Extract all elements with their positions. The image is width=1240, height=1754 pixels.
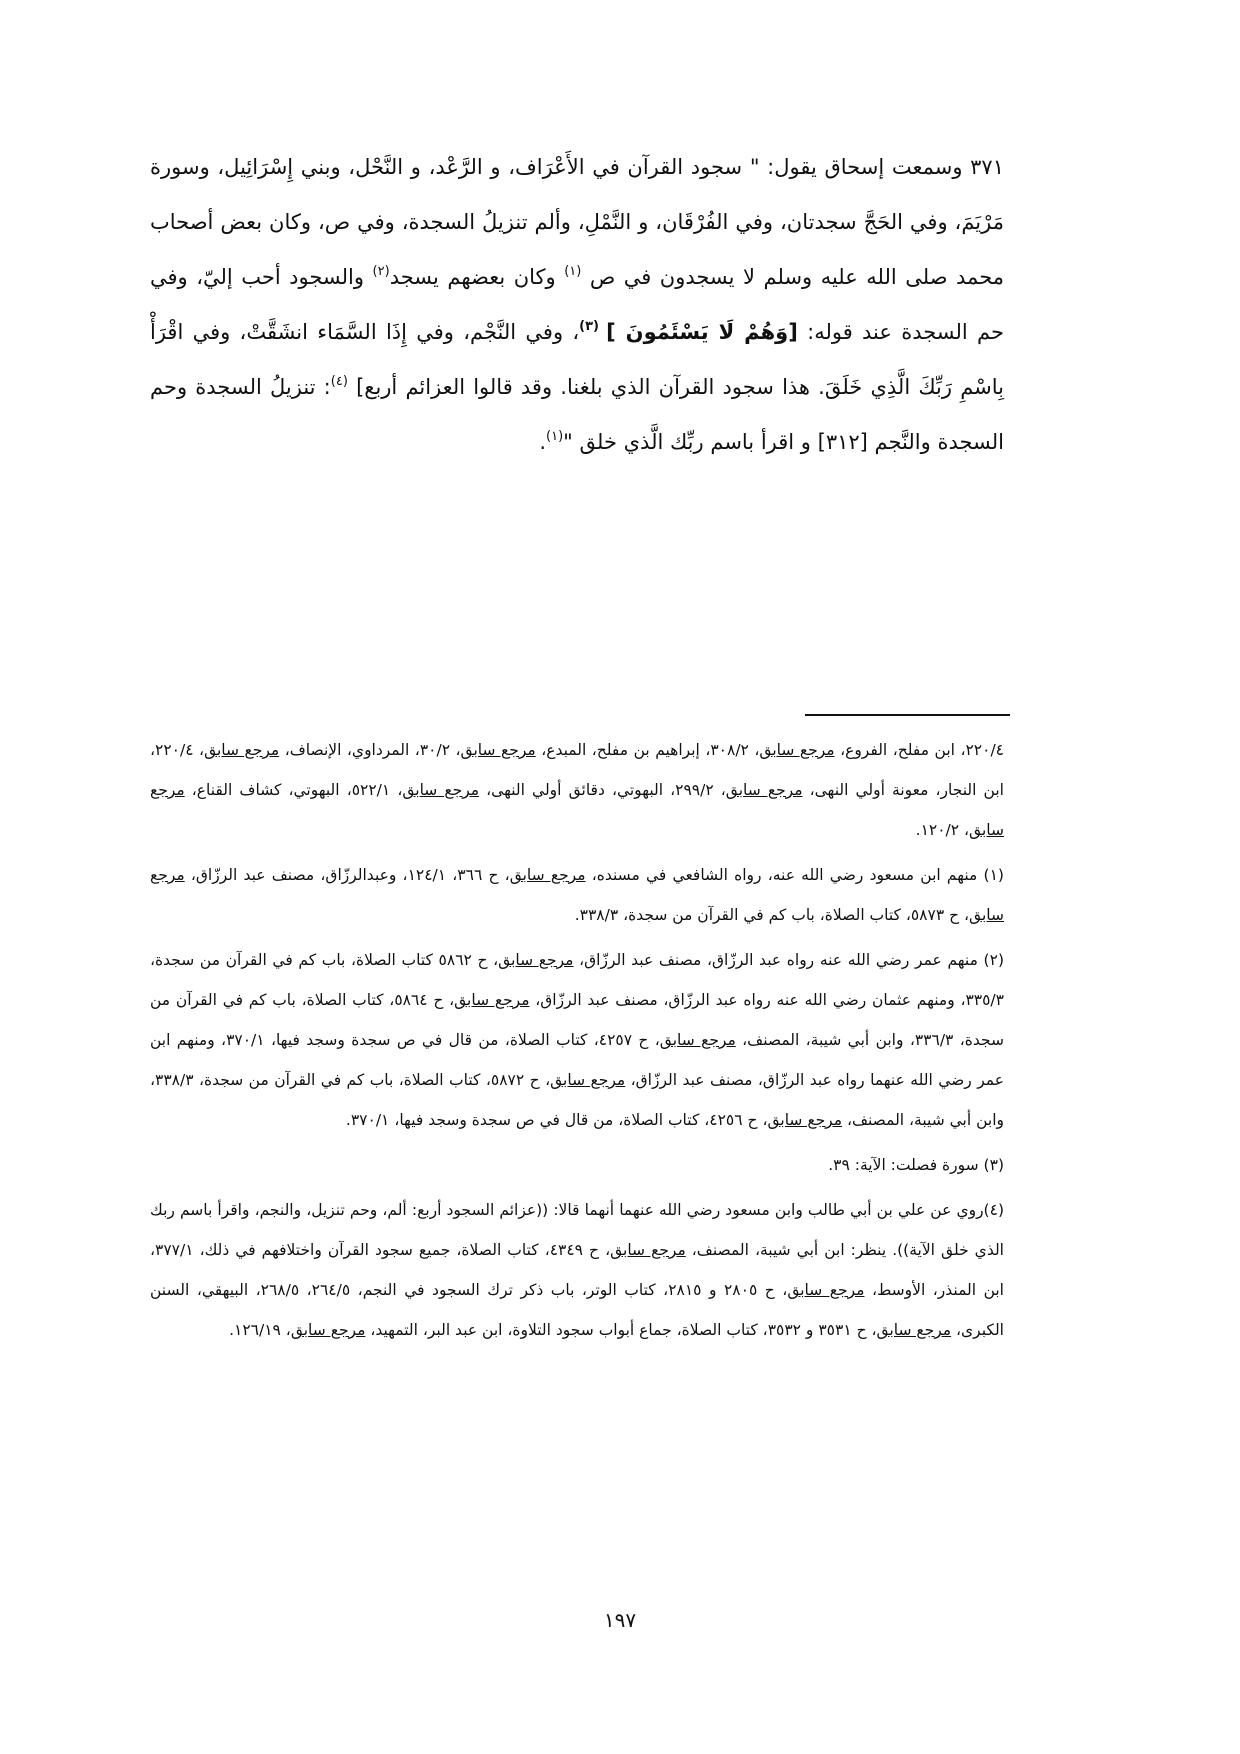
- footnote-marker[interactable]: (٢): [372, 264, 390, 279]
- reference-link[interactable]: مرجع سابق: [290, 1321, 366, 1339]
- footnote-continuation: ٢٢٠/٤، ابن مفلح، الفروع، مرجع سابق، ٣٠٨/٢، إبراهيم بن مفلح، المبدع، مرجع سابق، ٣٠/٢، المرداوي، الإنصاف، مرجع سابق، ٢٢٠/٤، ابن النجار، معونة أولي النهى، مرجع سابق، ٢٩٩/٢، البهوتي، دقائق أولي النهى، مرجع سابق، ٥٢٢/١، البهوتي، كشاف القناع، مرجع سابق، ١٢٠/٢.: [150, 741, 1004, 839]
- footnote-4: (٤)روي عن علي بن أبي طالب وابن مسعود رضي الله عنهما أنهما قالا: ((عزائم السجود أربع: ألم، وحم تنزيل، والنجم، واقرأ باسم ربك الذي خلق الآية)). ينظر: ابن أبي شيبة، المصنف، مرجع سابق، ح ٤٣٤٩، كتاب الصلاة، جميع سجود القرآن واختلافهم في ذلك، ٣٧٧/١، ابن المنذر، الأوسط، مرجع سابق، ح ٢٨٠٥ و ٢٨١٥، كتاب الوتر، باب ذكر ترك السجود في النجم، ٢٦٤/٥، ٢٦٨/٥، البيهقي، السنن الكبرى، مرجع سابق، ح ٣٥٣١ و ٣٥٣٢، كتاب الصلاة، جماع أبواب سجود التلاوة، ابن عبد البر، التمهيد، مرجع سابق، ١٢٦/١٩.: [150, 1201, 1004, 1339]
- footnote-3: (٣) سورة فصلت: الآية: ٣٩.: [828, 1156, 1004, 1174]
- footnote-marker[interactable]: (١): [564, 264, 582, 279]
- footnote-marker[interactable]: (٤): [330, 374, 348, 389]
- text-segment: والسجود أحب إليّ، وفي حم السجدة عند قوله:: [150, 265, 1005, 344]
- reference-link[interactable]: مرجع سابق: [150, 866, 1004, 924]
- text-segment: : تنزيلُ السجدة وحم السجدة والنَّجم [٣١٢] و اقرأ باسم ربِّك الَّذي خلق ": [150, 375, 1004, 454]
- reference-link[interactable]: مرجع سابق: [876, 1321, 952, 1339]
- reference-link[interactable]: مرجع سابق: [402, 781, 480, 799]
- footnote-marker[interactable]: (٣): [579, 319, 607, 334]
- reference-link[interactable]: مرجع سابق: [509, 866, 586, 884]
- text-segment: .: [539, 430, 547, 454]
- reference-link[interactable]: مرجع سابق: [498, 951, 574, 969]
- reference-link[interactable]: مرجع سابق: [759, 741, 835, 759]
- reference-link[interactable]: مرجع سابق: [767, 1111, 843, 1129]
- text-segment: ، وفي النَّجْم، وفي إِذَا السَّمَاء انشَقَّتْ، وفي اقْرَأْ بِاسْمِ رَبِّكَ الَّذِي خَلَقَ. هذا سجود القرآن الذي بلغنا. وقد قالوا العزائم أربع]: [150, 320, 1005, 399]
- reference-link[interactable]: مرجع سابق: [150, 781, 1004, 839]
- main-paragraph: [150, 140, 1004, 470]
- reference-link[interactable]: مرجع سابق: [454, 991, 530, 1009]
- reference-link[interactable]: مرجع سابق: [610, 1241, 686, 1259]
- page-number: ١٩٧: [603, 1608, 637, 1632]
- reference-link[interactable]: مرجع سابق: [204, 741, 280, 759]
- reference-link[interactable]: مرجع سابق: [550, 1071, 626, 1089]
- quran-verse: [وَهُمْ لَا يَسْئَمُونَ ]: [606, 320, 798, 344]
- main-text: [150, 140, 1004, 470]
- footnote-1: (١) منهم ابن مسعود رضي الله عنه، رواه الشافعي في مسنده، مرجع سابق، ح ٣٦٦، ١٢٤/١، وعبدالرزّاق، مصنف عبد الرزّاق، مرجع سابق، ح ٥٨٧٣، كتاب الصلاة، باب كم في القرآن من سجدة، ٣٣٨/٣.: [150, 866, 1004, 924]
- reference-link[interactable]: مرجع سابق: [725, 781, 803, 799]
- footnotes: [150, 730, 1004, 1350]
- reference-link[interactable]: مرجع سابق: [460, 741, 536, 759]
- footnote-separator: [805, 714, 1010, 716]
- footnote-marker[interactable]: (١): [546, 429, 564, 444]
- reference-link[interactable]: مرجع سابق: [659, 1031, 736, 1049]
- text-segment: ٣٧١ وسمعت إسحاق يقول: " سجود القرآن في الأَعْرَاف، و الرَّعْد، و النَّحْل، وبني إِسْرَائِيل، وسورة مَرْيَمَ، وفي الحَجَّ سجدتان، وفي الفُرْقَان، و النَّمْلِ، وألم تنزيلُ السجدة، وفي ص، وكان بعض أصحاب محمد صلى الله عليه وسلم لا يسجدون في ص: [150, 155, 1004, 289]
- text-segment: وكان بعضهم يسجد: [389, 265, 565, 289]
- footnote-2: (٢) منهم عمر رضي الله عنه رواه عبد الرزّاق، مصنف عبد الرزّاق، مرجع سابق، ح ٥٨٦٢ كتاب الصلاة، باب كم في القرآن من سجدة، ٣٣٥/٣، ومنهم عثمان رضي الله عنه رواه عبد الرزّاق، مصنف عبد الرزّاق، مرجع سابق، ح ٥٨٦٤، كتاب الصلاة، باب كم في القرآن من سجدة، ٣٣٦/٣، وابن أبي شيبة، المصنف، مرجع سابق، ح ٤٢٥٧، كتاب الصلاة، من قال في ص سجدة وسجد فيها، ٣٧٠/١، ومنهم ابن عمر رضي الله عنهما رواه عبد الرزّاق، مصنف عبد الرزّاق، مرجع سابق، ح ٥٨٧٢، كتاب الصلاة، باب كم في القرآن من سجدة، ٣٣٨/٣، وابن أبي شيبة، المصنف، مرجع سابق، ح ٤٢٥٦، كتاب الصلاة، من قال في ص سجدة وسجد فيها، ٣٧٠/١.: [150, 951, 1004, 1129]
- reference-link[interactable]: مرجع سابق: [787, 1281, 865, 1299]
